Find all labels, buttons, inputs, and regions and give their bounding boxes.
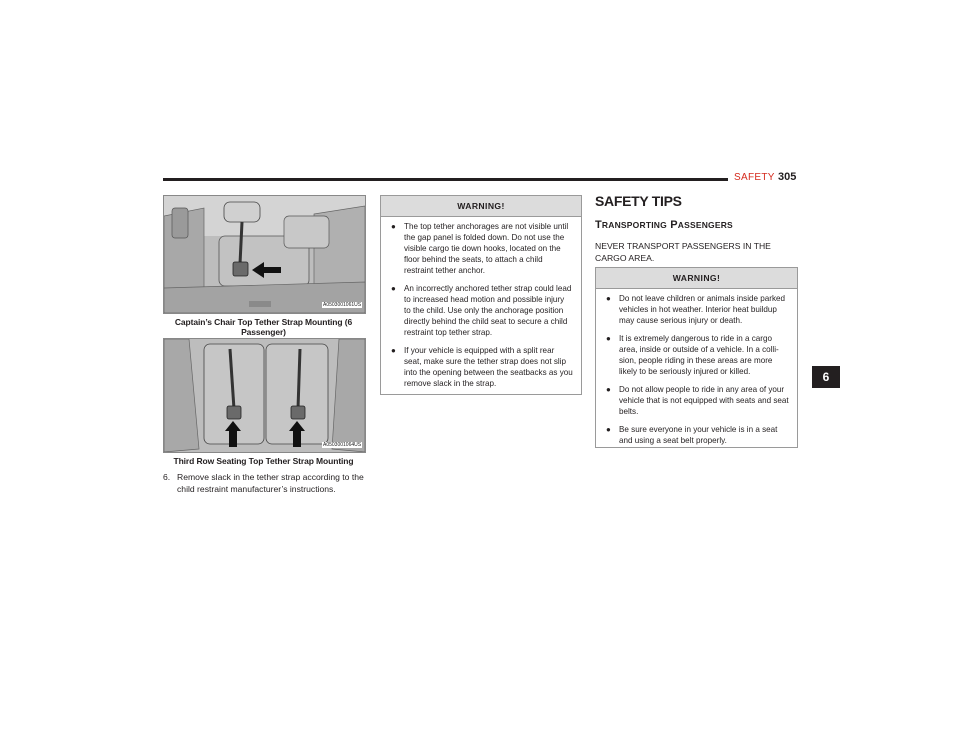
- warning-item: [391, 283, 573, 338]
- third-row-illustration: [164, 339, 365, 452]
- step-text: Remove slack in the tether strap according to the child restraint manufacturer’s instructions.: [177, 472, 364, 494]
- header-rule: [163, 178, 728, 181]
- warning-box: [380, 195, 582, 395]
- warning-item: [606, 333, 789, 377]
- subtitle-initial: P: [670, 219, 678, 231]
- warning-list: [381, 217, 581, 400]
- figure-third-row-tether: [163, 338, 366, 453]
- figure-code: A0503001061US: [323, 302, 362, 308]
- warning-box: [595, 267, 798, 448]
- step-number: 6.: [163, 472, 171, 482]
- bullet-icon: ●: [391, 284, 396, 293]
- warning-item-text: It is extremely dangerous to ride in a cargo area, inside or outside of a vehicle. In a colli-sion, people riding in these areas are more likely to be seriously injured or killed.: [619, 334, 779, 376]
- subsection-title: [595, 219, 733, 231]
- figure-caption: Third Row Seating Top Tether Strap Mounting: [173, 456, 354, 466]
- running-header-section: SAFETY: [734, 172, 775, 183]
- bullet-icon: ●: [606, 425, 611, 434]
- figure-code: A0503001064US: [323, 442, 362, 448]
- figure-caption: Captain’s Chair Top Tether Strap Mounting (6 Passenger): [174, 317, 353, 337]
- bullet-icon: ●: [606, 334, 611, 343]
- subtitle-initial: T: [595, 219, 602, 231]
- instruction-step: [163, 472, 373, 495]
- warning-item: [391, 345, 573, 389]
- captains-chair-illustration: [164, 196, 365, 313]
- figure-captains-chair-tether: [163, 195, 366, 314]
- subtitle-smallcaps: ASSENGERS: [677, 220, 733, 230]
- warning-item-text: Do not allow people to ride in any area of your vehicle that is not equipped with seats and seat belts.: [619, 385, 789, 416]
- warning-item-text: Be sure everyone in your vehicle is in a seat and using a seat belt properly.: [619, 425, 778, 445]
- body-paragraph: NEVER TRANSPORT PASSENGERS IN THE CARGO AREA.: [595, 241, 771, 263]
- bullet-icon: ●: [606, 294, 611, 303]
- warning-item-text: The top tether anchorages are not visible until the gap panel is folded down. Do not use the visible cargo tie down hooks, located on the floor behind the seats, to attach a child restraint tether anchor.: [404, 222, 569, 275]
- warning-item: [606, 424, 789, 446]
- warning-item: [391, 221, 573, 276]
- chapter-tab: 6: [812, 366, 840, 388]
- page-number: 305: [778, 171, 797, 183]
- warning-item-text: An incorrectly anchored tether strap could lead to increased head motion and possible injury to the child. Use only the anchorage position directly behind the child seat to secure a child restraint top tether strap.: [404, 284, 572, 337]
- warning-list: [596, 289, 797, 457]
- bullet-icon: ●: [391, 346, 396, 355]
- warning-item: [606, 293, 789, 326]
- subtitle-smallcaps: RANSPORTING: [601, 220, 667, 230]
- bullet-icon: ●: [391, 222, 396, 231]
- section-title: SAFETY TIPS: [595, 193, 682, 209]
- bullet-icon: ●: [606, 385, 611, 394]
- warning-item: [606, 384, 789, 417]
- warning-item-text: If your vehicle is equipped with a split rear seat, make sure the tether strap does not slip into the opening between the seatbacks as you remove slack in the strap.: [404, 346, 573, 388]
- warning-title: WARNING!: [596, 268, 797, 289]
- warning-title: WARNING!: [381, 196, 581, 217]
- warning-item-text: Do not leave children or animals inside parked vehicles in hot weather. Interior heat buildup may cause serious injury or death.: [619, 294, 786, 325]
